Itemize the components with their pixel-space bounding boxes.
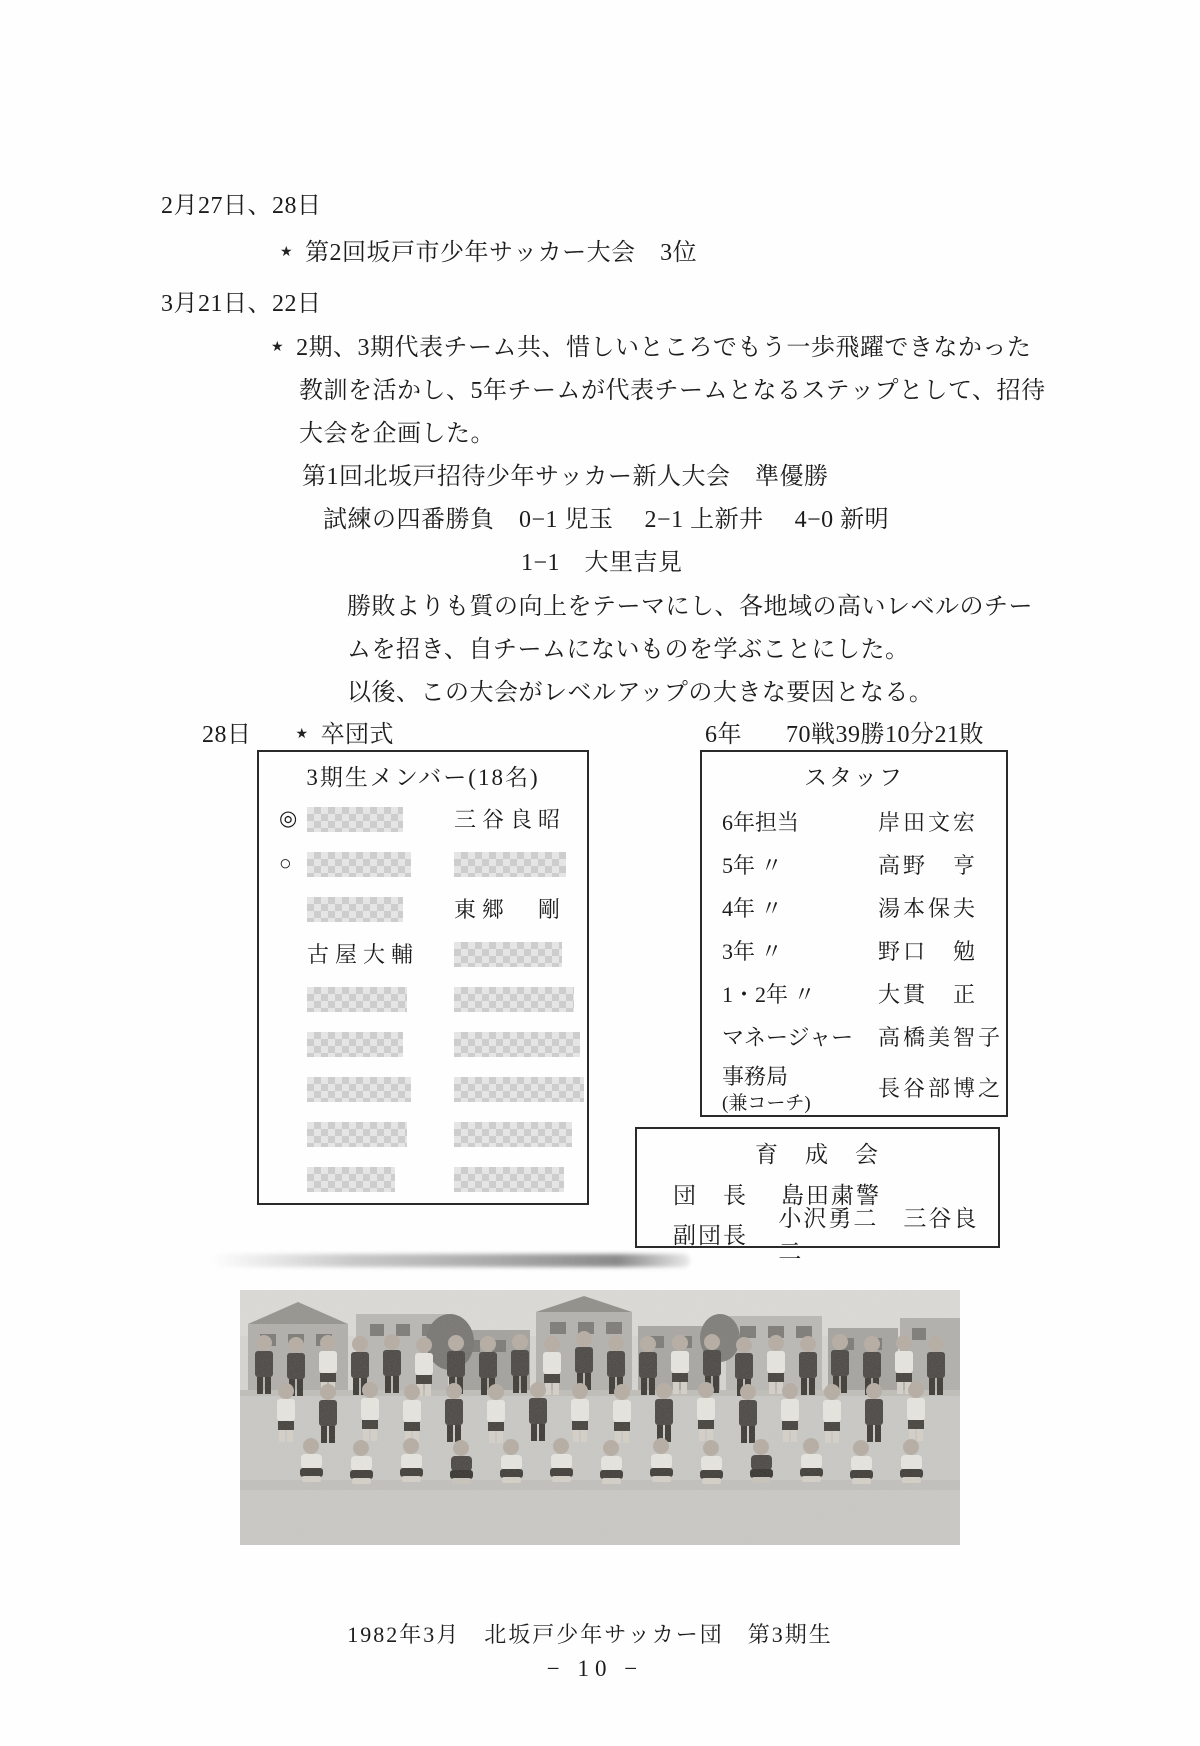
paragraph-line-1 bbox=[271, 327, 1031, 362]
member-row bbox=[259, 1111, 587, 1156]
redaction-mosaic bbox=[307, 987, 407, 1012]
star-icon: ★ bbox=[271, 340, 285, 355]
staff-name: 大貫 正 bbox=[878, 982, 979, 1007]
redaction-mosaic bbox=[307, 1167, 395, 1192]
member-name-redacted bbox=[454, 940, 562, 967]
staff-name: 高橋美智子 bbox=[878, 1025, 1004, 1050]
redaction-mosaic bbox=[307, 1122, 407, 1147]
match-results-line-1: 試練の四番勝負 0−1 児玉 2−1 上新井 4−0 新明 bbox=[323, 507, 890, 533]
member-name-redacted bbox=[307, 1075, 454, 1102]
event-date-mar: 3月21日、22日 bbox=[161, 291, 322, 317]
member-name-redacted bbox=[307, 895, 454, 922]
paragraph-line-3: 大会を企画した。 bbox=[299, 421, 495, 447]
staff-role-sub: (兼コーチ) bbox=[722, 1092, 811, 1114]
redaction-mosaic bbox=[307, 897, 403, 922]
redaction-mosaic bbox=[307, 852, 411, 877]
staff-box-title: スタッフ bbox=[804, 765, 904, 790]
vice-captain-mark: ○ bbox=[279, 851, 292, 875]
staff-role: マネージャー bbox=[722, 1025, 854, 1050]
member-name: 古屋大輔 bbox=[307, 942, 420, 967]
tournament-title: 第1回北坂戸招待少年サッカー新人大会 準優勝 bbox=[302, 464, 829, 490]
paragraph-text-1: 2期、3期代表チーム共、惜しいところでもう一歩飛躍できなかった bbox=[296, 335, 1032, 361]
member-name-redacted bbox=[454, 1165, 564, 1192]
member-row bbox=[259, 841, 587, 886]
member-row bbox=[259, 1156, 587, 1201]
ikuseikai-names: 島田粛警 bbox=[781, 1182, 881, 1208]
ikuseikai-row bbox=[637, 1206, 998, 1264]
redaction-mosaic bbox=[454, 942, 562, 967]
member-name: 三谷良昭 bbox=[454, 807, 567, 832]
staff-role: 3年 〃 bbox=[722, 939, 783, 964]
star-icon: ★ bbox=[295, 727, 309, 742]
ikuseikai-box bbox=[635, 1127, 1000, 1264]
staff-name: 長谷部博之 bbox=[878, 1075, 1004, 1101]
staff-rows bbox=[702, 800, 1006, 1116]
staff-name: 岸田文宏 bbox=[878, 810, 979, 835]
staff-row bbox=[702, 843, 1006, 886]
member-name: 東郷 剛 bbox=[454, 897, 567, 922]
ikuseikai-role: 団 長 bbox=[673, 1182, 748, 1208]
event-result-feb bbox=[280, 232, 697, 267]
graduation-event: 卒団式 bbox=[320, 722, 395, 748]
member-name-redacted bbox=[307, 850, 454, 877]
scan-smear-artifact bbox=[210, 1254, 690, 1267]
season-record-line bbox=[705, 714, 984, 749]
staff-name: 湯本保夫 bbox=[878, 896, 979, 921]
member-name-redacted bbox=[307, 1030, 454, 1057]
member-name-redacted bbox=[454, 1075, 584, 1102]
staff-row bbox=[702, 1058, 1006, 1116]
record-value: 70戦39勝10分21敗 bbox=[786, 722, 984, 748]
staff-role: 1・2年 〃 bbox=[722, 982, 816, 1007]
redaction-mosaic bbox=[454, 1167, 564, 1192]
group-photo-image bbox=[240, 1290, 960, 1545]
match-results-line-2: 1−1 大里吉見 bbox=[521, 550, 683, 576]
redaction-mosaic bbox=[454, 1077, 584, 1102]
record-grade: 6年 bbox=[705, 722, 742, 748]
comment-line-1: 勝敗よりも質の向上をテーマにし、各地域の高いレベルのチー bbox=[347, 594, 1033, 620]
event-date-feb: 2月27日、28日 bbox=[161, 193, 322, 219]
staff-role bbox=[722, 1060, 878, 1115]
member-row bbox=[259, 886, 587, 931]
ikuseikai-box-title: 育 成 会 bbox=[755, 1142, 880, 1167]
staff-row bbox=[702, 800, 1006, 843]
member-name-redacted bbox=[454, 850, 566, 877]
member-name-redacted bbox=[454, 1120, 572, 1147]
staff-role: 4年 〃 bbox=[722, 896, 783, 921]
event-result-text: 第2回坂戸市少年サッカー大会 3位 bbox=[305, 240, 698, 266]
member-row bbox=[259, 1066, 587, 1111]
member-row bbox=[259, 1021, 587, 1066]
staff-role-main: 事務局 bbox=[722, 1063, 789, 1089]
member-name-redacted bbox=[307, 985, 454, 1012]
staff-name: 野口 勉 bbox=[878, 939, 979, 964]
staff-row bbox=[702, 929, 1006, 972]
redaction-mosaic bbox=[307, 1032, 403, 1057]
page-number: − 10 − bbox=[546, 1656, 644, 1681]
member-name-redacted bbox=[454, 1030, 580, 1057]
graduation-line bbox=[202, 714, 394, 749]
staff-box bbox=[700, 750, 1008, 1117]
member-row bbox=[259, 976, 587, 1021]
comment-line-2: ムを招き、自チームにないものを学ぶことにした。 bbox=[347, 637, 910, 663]
ikuseikai-rows bbox=[637, 1173, 998, 1264]
member-name-redacted bbox=[307, 1120, 454, 1147]
footer-caption: 1982年3月 北坂戸少年サッカー団 第3期生 bbox=[347, 1622, 833, 1647]
member-box bbox=[257, 750, 589, 1205]
redaction-mosaic bbox=[454, 1122, 572, 1147]
comment-line-3: 以後、この大会がレベルアップの大きな要因となる。 bbox=[347, 680, 934, 706]
star-icon: ★ bbox=[280, 245, 294, 260]
redaction-mosaic bbox=[454, 852, 566, 877]
ikuseikai-role: 副団長 bbox=[673, 1222, 748, 1248]
staff-row bbox=[702, 886, 1006, 929]
member-box-title: 3期生メンバー(18名) bbox=[306, 765, 540, 790]
redaction-mosaic bbox=[454, 1032, 580, 1057]
member-name-redacted bbox=[307, 805, 454, 832]
staff-role: 5年 〃 bbox=[722, 853, 783, 878]
member-name-redacted bbox=[307, 1165, 454, 1192]
staff-row bbox=[702, 1015, 1006, 1058]
staff-name: 高野 亨 bbox=[878, 853, 979, 878]
member-rows bbox=[259, 796, 587, 1201]
ikuseikai-names: 小沢勇二 三谷良二 bbox=[778, 1206, 979, 1264]
captain-mark: ◎ bbox=[279, 806, 298, 830]
member-name-redacted bbox=[454, 985, 574, 1012]
redaction-mosaic bbox=[307, 1077, 411, 1102]
redaction-mosaic bbox=[454, 987, 574, 1012]
group-photo bbox=[240, 1290, 960, 1545]
graduation-date: 28日 bbox=[202, 722, 252, 748]
redaction-mosaic bbox=[307, 807, 403, 832]
paragraph-line-2: 教訓を活かし、5年チームが代表チームとなるステップとして、招待 bbox=[299, 378, 1046, 404]
member-row bbox=[259, 931, 587, 976]
staff-row bbox=[702, 972, 1006, 1015]
staff-role: 6年担当 bbox=[722, 810, 800, 835]
member-row bbox=[259, 796, 587, 841]
